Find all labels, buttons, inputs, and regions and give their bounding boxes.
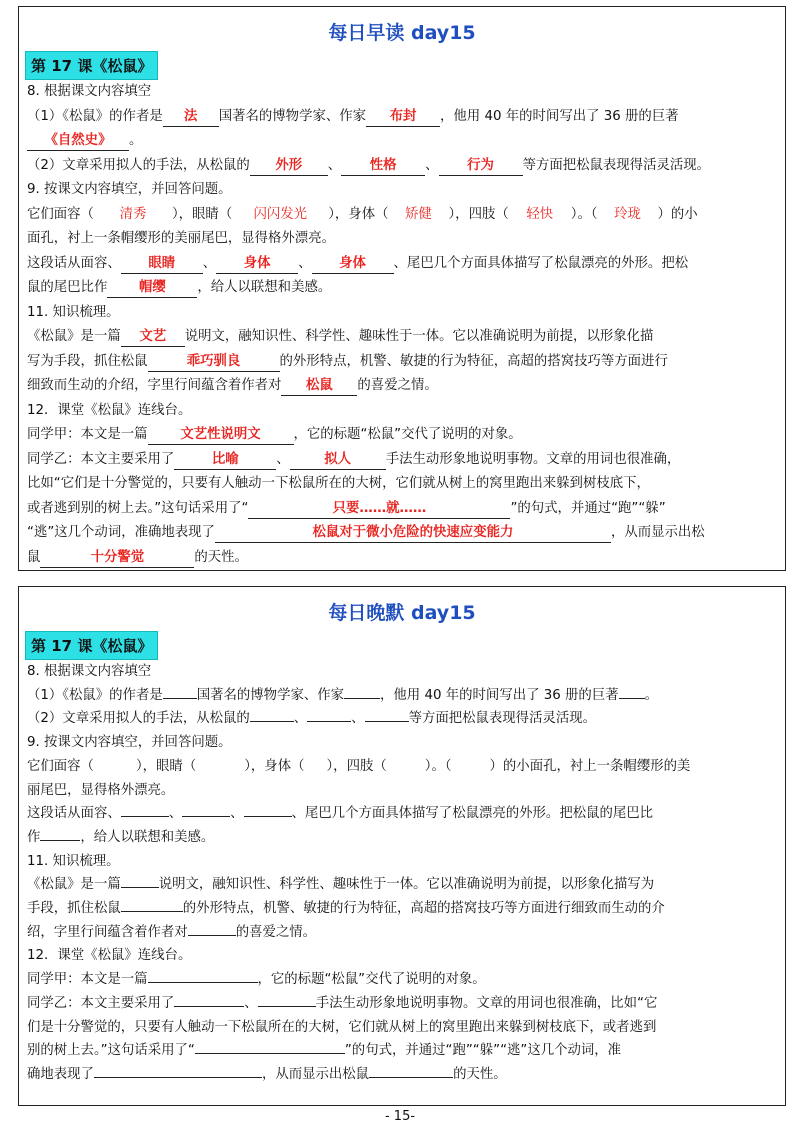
q9-line-1: 它们面容（ ），眼睛（ ），身体（ ），四肢（ ）。（ ）的小面孔，衬上一条帽缨形的美	[27, 758, 691, 774]
answer-tail: 帽缨	[107, 279, 197, 298]
answer-aspect-3: 行为	[439, 157, 523, 176]
blank-reaction[interactable]	[94, 1063, 262, 1078]
blank-genre[interactable]	[121, 873, 159, 888]
q12-line-4: 或者逃到别的树上去。”这句话采用了“ 只要……就…… ”的句式，并通过“跑”“躲”	[27, 497, 777, 522]
blank-tail[interactable]	[40, 826, 80, 841]
answer-country: 法	[163, 108, 219, 127]
q12-line-2: 同学乙：本文主要采用了 比喻 、 拟人 手法生动形象地说明事物。文章的用词也很准确，	[27, 448, 777, 473]
question-12-heading: 12．课堂《松鼠》连线台。	[27, 948, 192, 964]
question-8-heading: 8. 根据课文内容填空	[27, 664, 152, 679]
blank-method-1[interactable]	[174, 992, 244, 1007]
blank-method-2[interactable]	[258, 992, 316, 1007]
answer-sentence-pattern: 只要……就……	[248, 500, 510, 519]
morning-reading-card	[18, 6, 786, 571]
q9-line-3: 这段话从面容、 、 、 、尾巴几个方面具体描写了松鼠漂亮的外形。把松鼠的尾巴比	[27, 802, 777, 826]
question-8-heading: 8. 根据课文内容填空	[27, 84, 152, 99]
q9-line-4: 鼠的尾巴比作 帽缨 ，给人以联想和美感。	[27, 276, 777, 301]
page-number: - 15-	[384, 1109, 416, 1124]
q11-line-2: 写为手段，抓住松鼠 乖巧驯良 的外形特点，机警、敏捷的行为特征，高超的搭窝技巧等方面进行	[27, 350, 777, 375]
morning-title: 每日早读 day15	[328, 22, 476, 44]
answer-aspect-2: 性格	[341, 157, 425, 176]
blank-feature[interactable]	[121, 897, 183, 912]
q12-line-4: 别的树上去。”这句话采用了“ ”的句式，并通过“跑”“躲”“逃”这几个动词，准	[27, 1039, 777, 1063]
blank-sentence-pattern[interactable]	[195, 1039, 345, 1054]
q9-line-1: 它们面容（ 清秀 ），眼睛（ 闪闪发光 ），身体（ 矫健 ），四肢（ 轻快 ）。（ 玲珑 ）的小	[27, 203, 777, 228]
q12-line-5: 确地表现了 ，从而显示出松鼠 的天性。	[27, 1063, 777, 1087]
q8-line-2: （2）文章采用拟人的手法，从松鼠的 外形 、 性格 、 行为 等方面把松鼠表现得活灵活现。	[27, 154, 777, 179]
blank-country[interactable]	[163, 684, 197, 699]
blank-nature[interactable]	[369, 1063, 453, 1078]
answer-body: 矫健	[405, 206, 432, 222]
evening-title: 每日晚默 day15	[328, 602, 476, 624]
q12-line-3: 们是十分警觉的，只要有人触动一下松鼠所在的大树，它们就从树上的窝里跑出来躲到树枝底下，或者逃到	[27, 1019, 657, 1035]
evening-content	[19, 660, 785, 1087]
q11-line-1: 《松鼠》是一篇 说明文，融知识性、科学性、趣味性于一体。它以准确说明为前提，以形象化描写为	[27, 873, 777, 897]
answer-method-1: 比喻	[174, 451, 276, 470]
q9-line-2: 丽尾巴，显得格外漂亮。	[27, 782, 175, 798]
q9-line-4: 作 ，给人以联想和美感。	[27, 826, 777, 850]
blank-aspect-1[interactable]	[250, 707, 294, 722]
q8-line-1: （1）《松鼠》的作者是 法 国著名的博物学家、作家 布封 ，他用 40 年的时间写出了 36 册的巨著	[27, 105, 777, 130]
answer-author: 布封	[366, 108, 440, 127]
blank-author[interactable]	[344, 684, 380, 699]
answer-book: 《自然史》	[27, 132, 129, 151]
q11-line-3: 绍，字里行间蕴含着作者对 的喜爱之情。	[27, 921, 777, 945]
answer-reaction: 松鼠对于微小危险的快速应变能力	[215, 524, 611, 543]
blank-text-type[interactable]	[148, 968, 258, 983]
answer-method-2: 拟人	[290, 451, 386, 470]
answer-nature: 十分警觉	[40, 549, 194, 568]
q8-line-2: （2）文章采用拟人的手法，从松鼠的 、 、 等方面把松鼠表现得活灵活现。	[27, 707, 777, 731]
q8-line-1: （1）《松鼠》的作者是 国著名的博物学家、作家 ，他用 40 年的时间写出了 36 册的巨著 。	[27, 684, 777, 708]
blank-love-object[interactable]	[188, 921, 236, 936]
blank-aspect-3[interactable]	[365, 707, 409, 722]
answer-feature: 乖巧驯良	[148, 353, 280, 372]
answer-part-2: 身体	[216, 255, 298, 274]
answer-aspect-1: 外形	[250, 157, 328, 176]
question-12-heading: 12．课堂《松鼠》连线台。	[27, 402, 192, 418]
question-11-heading: 11. 知识梳理。	[27, 853, 120, 869]
morning-content	[19, 80, 785, 570]
q11-line-3: 细致而生动的介绍，字里行间蕴含着作者对 松鼠 的喜爱之情。	[27, 374, 777, 399]
q9-line-3: 这段话从面容、 眼睛 、 身体 、 身体 、尾巴几个方面具体描写了松鼠漂亮的外形。把松	[27, 252, 777, 277]
blank-part-3[interactable]	[244, 802, 292, 817]
answer-genre: 文艺	[121, 328, 185, 347]
q12-line-5: “逃”这几个动词，准确地表现了 松鼠对于微小危险的快速应变能力 ，从而显示出松	[27, 521, 777, 546]
answer-face-shape: 玲珑	[614, 206, 641, 222]
evening-lesson-label: 第 17 课《松鼠》	[25, 631, 158, 660]
morning-lesson-label: 第 17 课《松鼠》	[25, 51, 158, 80]
q12-line-3: 比如“它们是十分警觉的，只要有人触动一下松鼠所在的大树，它们就从树上的窝里跑出来躲到树枝底下，	[27, 476, 650, 491]
answer-eyes: 闪闪发光	[253, 206, 307, 222]
answer-love-object: 松鼠	[281, 377, 357, 396]
question-11-heading: 11. 知识梳理。	[27, 304, 120, 320]
answer-part-1: 眼睛	[121, 255, 203, 274]
q11-line-2: 手段，抓住松鼠 的外形特点，机警、敏捷的行为特征，高超的搭窝技巧等方面进行细致而生动的介	[27, 897, 777, 921]
blank-part-2[interactable]	[182, 802, 230, 817]
question-9-heading: 9. 按课文内容填空，并回答问题。	[27, 182, 232, 197]
blank-aspect-2[interactable]	[307, 707, 351, 722]
q12-line-6: 鼠 十分警觉 的天性。	[27, 546, 777, 571]
q8-line-1-cont: 《自然史》 。	[27, 129, 777, 154]
q9-line-2: 面孔，衬上一条帽缨形的美丽尾巴，显得格外漂亮。	[27, 231, 335, 246]
q12-line-1: 同学甲：本文是一篇 文艺性说明文 ，它的标题“松鼠”交代了说明的对象。	[27, 423, 777, 448]
answer-limbs: 轻快	[526, 206, 554, 222]
answer-part-3: 身体	[312, 255, 394, 274]
q12-line-1: 同学甲：本文是一篇 ，它的标题“松鼠”交代了说明的对象。	[27, 968, 777, 992]
q12-line-2: 同学乙：本文主要采用了 、 手法生动形象地说明事物。文章的用词也很准确，比如“它	[27, 992, 777, 1016]
evening-dictation-card	[18, 586, 786, 1106]
blank-book[interactable]	[619, 684, 645, 699]
q11-line-1: 《松鼠》是一篇 文艺 说明文，融知识性、科学性、趣味性于一体。它以准确说明为前提，以形象化描	[27, 325, 777, 350]
answer-face: 清秀	[119, 206, 147, 222]
answer-text-type: 文艺性说明文	[148, 426, 294, 445]
blank-part-1[interactable]	[121, 802, 169, 817]
question-9-heading: 9. 按课文内容填空，并回答问题。	[27, 735, 232, 751]
